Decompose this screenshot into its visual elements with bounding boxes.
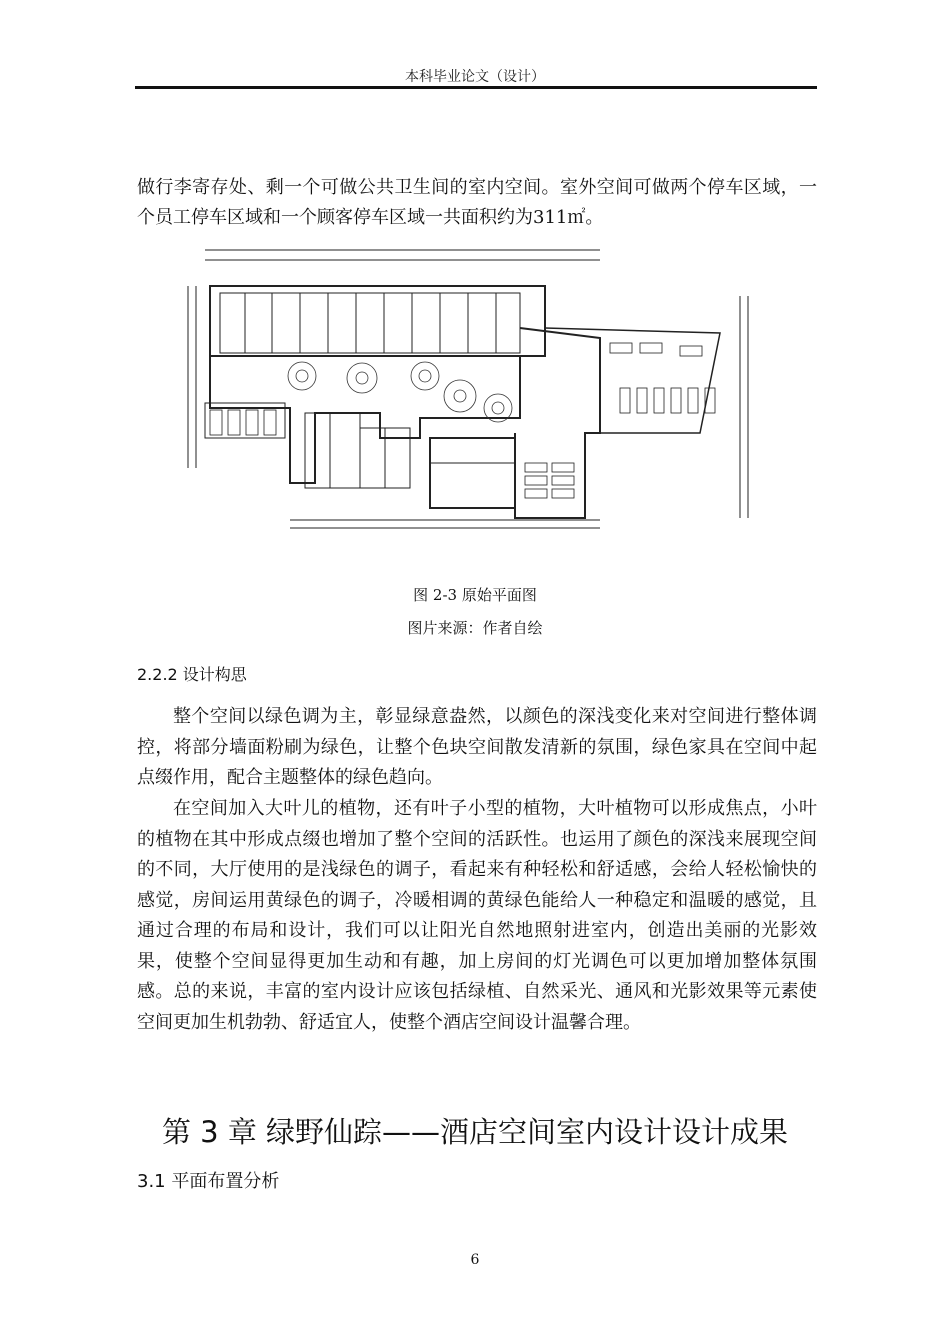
section-heading-2-2-2: 2.2.2 设计构思 [137, 665, 247, 684]
intro-paragraph: 做行李寄存处、剩一个可做公共卫生间的室内空间。室外空间可做两个停车区域，一个员工停车区域和一个顾客停车区域一共面积约为311㎡。 [137, 177, 817, 228]
figure-source: 图片来源：作者自绘 [407, 619, 543, 637]
page-number: 6 [470, 1252, 480, 1268]
chapter-title: 第 3 章 绿野仙踪——酒店空间室内设计设计成果 [161, 1115, 789, 1149]
floor-plan-figure [180, 238, 760, 538]
header-rule [135, 86, 817, 89]
section-heading-3-1: 3.1 平面布置分析 [137, 1171, 280, 1192]
design-concept-paragraph-1: 整个空间以绿色调为主，彰显绿意盎然，以颜色的深浅变化来对空间进行整体调控，将部分墙面粉刷为绿色，让整个色块空间散发清新的氛围，绿色家具在空间中起点缀作用，配合主题整体的绿色趋向。 [137, 706, 817, 788]
figure-caption: 图 2-3 原始平面图 [413, 586, 537, 604]
design-concept-paragraph-2: 在空间加入大叶儿的植物，还有叶子小型的植物，大叶植物可以形成焦点，小叶的植物在其中形成点缀也增加了整个空间的活跃性。也运用了颜色的深浅来展现空间的不同，大厅使用的是浅绿色的调子，看起来有种轻松和舒适感，会给人轻松愉快的感觉，房间运用黄绿色的调子，冷暖相调的黄绿色能给人一种稳定和温暖的感觉，且通过合理的布局和设计，我们可以让阳光自然地照射进室内，创造出美丽的光影效果，使整个空间显得更加生动和有趣，加上房间的灯光调色可以更加增加整体氛围感。总的来说，丰富的室内设计应该包括绿植、自然采光、通风和光影效果等元素使空间更加生机勃勃、舒适宜人，使整个酒店空间设计温馨合理。 [137, 798, 817, 1033]
running-header: 本科毕业论文（设计） [405, 69, 545, 85]
